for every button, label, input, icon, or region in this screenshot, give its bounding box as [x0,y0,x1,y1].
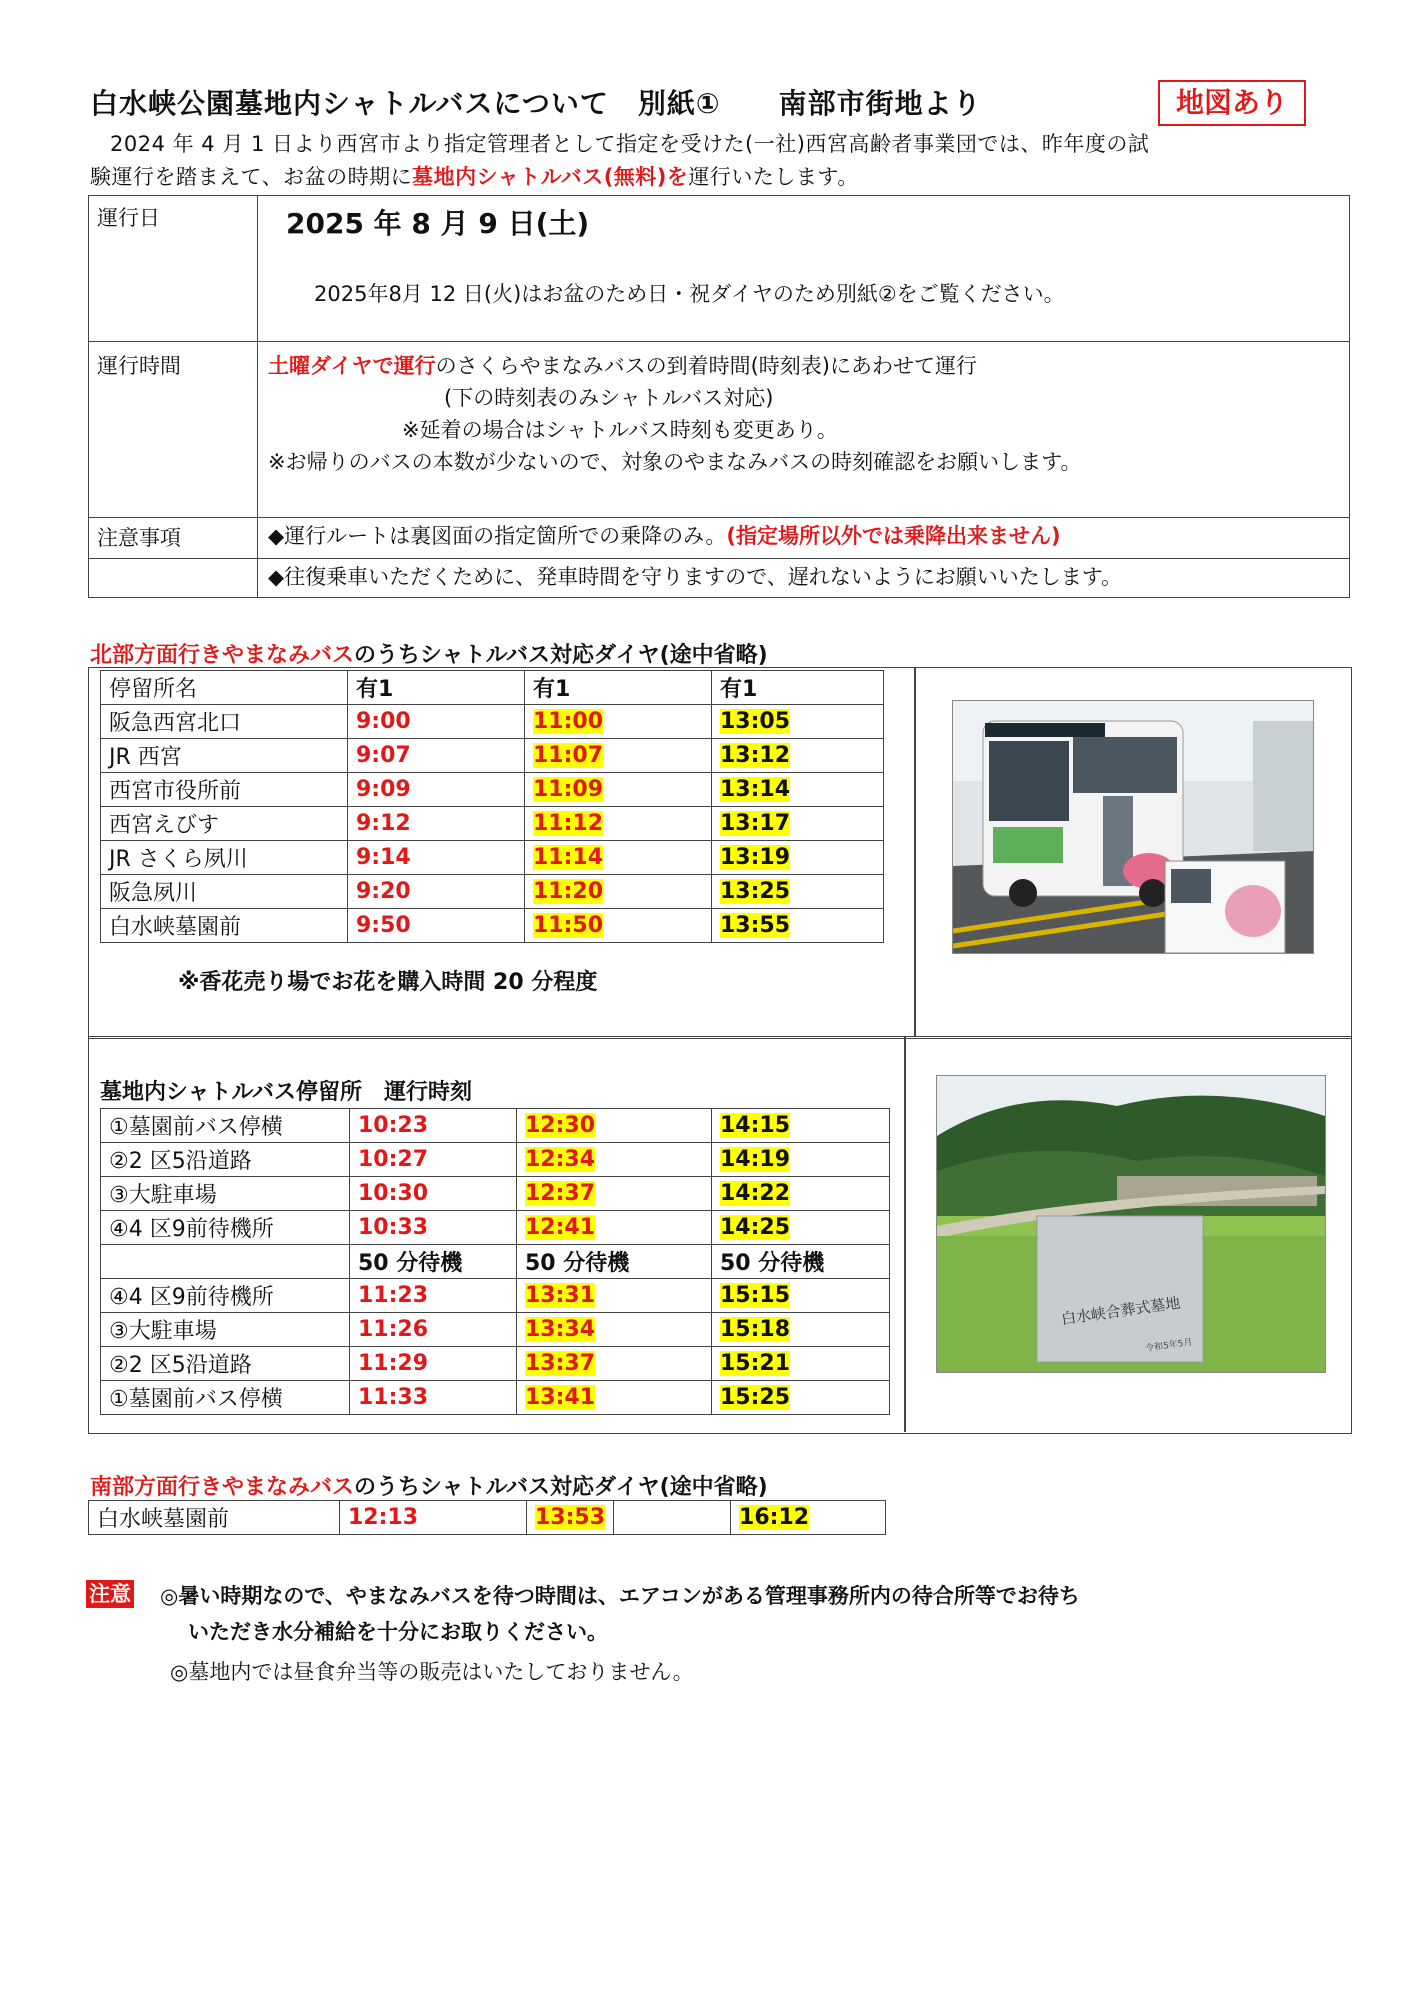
time-cell: 11:12 [533,811,604,836]
stop-name: 西宮市役所前 [101,773,348,807]
table-row [101,1279,890,1313]
table-row [101,1177,890,1211]
stop-name: JR さくら夙川 [101,841,348,875]
time-cell: 9:12 [348,807,525,841]
shuttle-title: 墓地内シャトルバス停留所 運行時刻 [100,1080,473,1105]
north-note: ※香花売り場でお花を購入時間 20 分程度 [178,970,598,995]
notes-label-empty [89,559,258,598]
time-line-2: (下の時刻表のみシャトルバス対応) [444,386,774,410]
time-cell: 11:26 [350,1313,517,1347]
time-cell: 13:17 [720,811,791,836]
wait-cell: 50 分待機 [517,1245,712,1279]
time-cell: 11:29 [350,1347,517,1381]
time-cell: 15:21 [720,1351,791,1376]
north-divider [914,667,916,1037]
table-row [101,1381,890,1415]
time-cell: 15:18 [720,1317,791,1342]
intro-suffix: 運行いたします。 [688,165,859,189]
time-cell: 13:53 [535,1505,606,1530]
time-cell: 11:33 [350,1381,517,1415]
time-cell: 10:27 [350,1143,517,1177]
north-title-red: 北部方面行きやまなみバス [90,643,355,668]
stop-name: ④4 区9前待機所 [101,1211,350,1245]
stop-name: 白水峡墓園前 [89,1501,340,1535]
time-cell: 13:41 [525,1385,596,1410]
time-cell: 12:37 [525,1181,596,1206]
table-row [101,1109,890,1143]
north-title [90,638,768,669]
stop-name: ③大駐車場 [101,1177,350,1211]
time-cell: 9:07 [348,739,525,773]
page-title: 白水峡公園墓地内シャトルバスについて 別紙① 南部市街地より [90,87,982,120]
stop-name: ①墓園前バス停横 [101,1109,350,1143]
time-cell: 10:33 [350,1211,517,1245]
saturday-schedule: 土曜ダイヤで運行 [268,354,436,378]
time-cell: 9:20 [348,875,525,909]
time-cell: 14:22 [720,1181,791,1206]
stop-name: 西宮えびす [101,807,348,841]
south-title-rest: のうちシャトルバス対応ダイヤ(途中省略) [354,1475,768,1500]
wait-cell: 50 分待機 [350,1245,517,1279]
intro-prefix: 験運行を踏まえて、お盆の時期に [90,165,413,189]
notes-line-1-text: ◆運行ルートは裏図面の指定箇所での乗降のみ。 [268,524,727,548]
footer-line-1: ◎暑い時期なので、やまなみバスを待つ時間は、エアコンがある管理事務所内の待合所等でお待ち [160,1584,1080,1608]
notes-line-1-red: (指定場所以外では乗降出来ません) [726,524,1061,548]
time-cell: 11:00 [533,709,604,734]
south-title [90,1470,768,1501]
north-header-stop: 停留所名 [101,671,348,705]
stop-name: ②2 区5沿道路 [101,1143,350,1177]
time-cell: 9:00 [348,705,525,739]
time-cell: 10:30 [350,1177,517,1211]
footer-line-3: ◎墓地内では昼食弁当等の販売はいたしておりません。 [170,1660,694,1684]
table-row [101,1211,890,1245]
south-title-red: 南部方面行きやまなみバス [90,1475,355,1500]
time-line-1 [268,350,1339,382]
table-row [101,807,884,841]
north-header-col3: 有1 [712,671,884,705]
shuttle-divider [904,1036,906,1432]
table-row [101,773,884,807]
intro-highlight: 墓地内シャトルバス(無料)を [412,165,689,189]
time-cell: 13:55 [720,913,791,938]
table-row [101,705,884,739]
table-row [101,739,884,773]
time-cell: 10:23 [350,1109,517,1143]
time-cell: 11:20 [533,879,604,904]
time-cell: 13:19 [720,845,791,870]
intro-line-1: 2024 年 4 月 1 日より西宮市より指定管理者として指定を受けた(一社)西宮高齢者事業団では、昨年度の試 [110,132,1150,156]
wait-cell: 50 分待機 [712,1245,890,1279]
time-cell: 12:41 [525,1215,596,1240]
stone-date: 令和5年5月 [1144,1337,1194,1355]
bus-illustration [953,701,1313,953]
footer-line-2: いただき水分補給を十分にお取りください。 [188,1620,608,1644]
stop-name: 阪急西宮北口 [101,705,348,739]
wait-row [101,1245,890,1279]
time-cell: 11:09 [533,777,604,802]
table-row [101,1143,890,1177]
date-note: 2025年8月 12 日(火)はお盆のため日・祝ダイヤのため別紙②をご覧ください。 [314,282,1065,306]
cemetery-photo [936,1075,1326,1373]
time-cell: 11:23 [350,1279,517,1313]
time-cell: 13:12 [720,743,791,768]
time-line-3: ※延着の場合はシャトルバス時刻も変更あり。 [402,418,838,442]
time-cell: 9:09 [348,773,525,807]
stop-name: ②2 区5沿道路 [101,1347,350,1381]
table-row [101,909,884,943]
table-row [101,875,884,909]
time-line-4: ※お帰りのバスの本数が少ないので、対象のやまなみバスの時刻確認をお願いします。 [268,450,1082,474]
time-cell: 14:19 [720,1147,791,1172]
time-cell: 11:14 [533,845,604,870]
north-header-col2: 有1 [525,671,712,705]
notes-line-2: ◆往復乗車いただくために、発車時間を守りますので、遅れないようにお願いいたします。 [258,559,1350,598]
north-timetable [100,670,884,943]
time-cell: 14:15 [720,1113,791,1138]
time-cell: 15:15 [720,1283,791,1308]
empty-cell [614,1501,731,1535]
bus-photo [952,700,1314,954]
time-cell: 12:30 [525,1113,596,1138]
time-cell: 13:34 [525,1317,596,1342]
time-cell: 12:13 [340,1501,527,1535]
time-cell: 13:37 [525,1351,596,1376]
time-cell [258,342,1350,518]
table-row [101,1347,890,1381]
time-cell: 9:50 [348,909,525,943]
time-cell: 13:25 [720,879,791,904]
stop-name: 阪急夙川 [101,875,348,909]
time-label: 運行時間 [89,342,258,518]
time-cell: 9:14 [348,841,525,875]
time-cell: 14:25 [720,1215,791,1240]
time-cell: 13:31 [525,1283,596,1308]
stop-name: ①墓園前バス停横 [101,1381,350,1415]
time-cell: 13:05 [720,709,791,734]
table-row [89,1501,886,1535]
time-cell: 13:14 [720,777,791,802]
time-cell: 16:12 [739,1505,810,1530]
stop-name: 白水峡墓園前 [101,909,348,943]
intro-line-2 [90,161,859,191]
notes-line-1 [258,518,1350,559]
time-cell: 15:25 [720,1385,791,1410]
table-row [101,841,884,875]
table-row [101,1313,890,1347]
map-badge: 地図あり [1158,80,1306,126]
north-title-rest: のうちシャトルバス対応ダイヤ(途中省略) [354,643,768,668]
date-cell [258,196,1350,342]
stop-name: ④4 区9前待機所 [101,1279,350,1313]
south-timetable [88,1500,886,1535]
time-line-1-text: のさくらやまなみバスの到着時間(時刻表)にあわせて運行 [435,354,977,378]
north-header-col1: 有1 [348,671,525,705]
info-table [88,195,1350,598]
caution-tag: 注意 [86,1580,134,1608]
stop-name: ③大駐車場 [101,1313,350,1347]
run-date: 2025 年 8 月 9 日(土) [286,207,590,240]
shuttle-timetable [100,1108,890,1415]
wait-empty [101,1245,350,1279]
cemetery-illustration [937,1076,1325,1372]
time-cell: 11:50 [533,913,604,938]
time-cell: 12:34 [525,1147,596,1172]
time-cell: 11:07 [533,743,604,768]
stop-name: JR 西宮 [101,739,348,773]
stone-inscription: 白水峡合葬式墓地 [1060,1293,1182,1329]
date-label: 運行日 [89,196,258,342]
notes-label: 注意事項 [89,518,258,559]
